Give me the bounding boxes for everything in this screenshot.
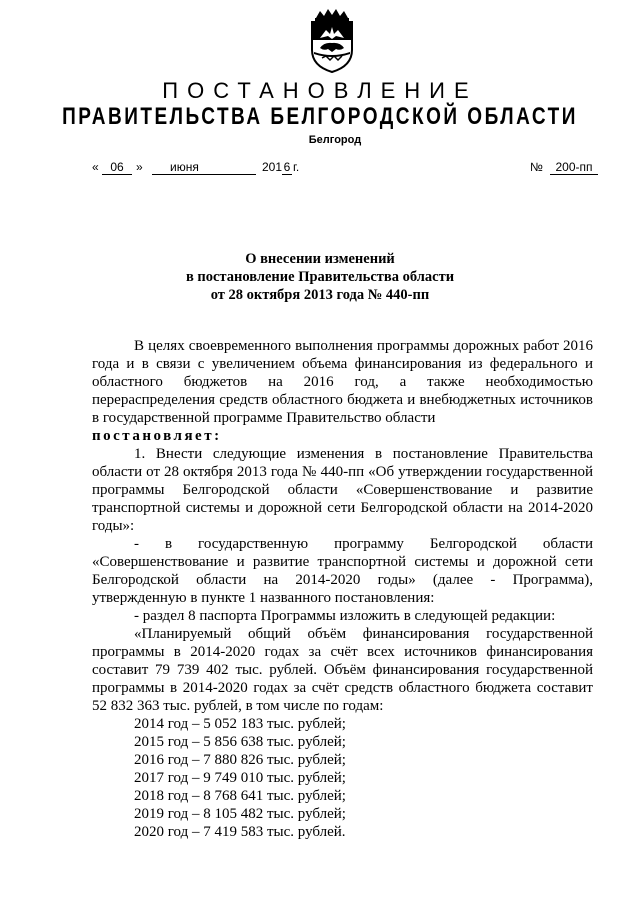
- date-close-quote: »: [136, 160, 143, 174]
- list-item: 2018 год – 8 768 641 тыс. рублей;: [134, 788, 346, 804]
- list-item: 2015 год – 5 856 638 тыс. рублей;: [134, 734, 346, 750]
- paragraph-program: - в государственную программу Белгородской области «Совершенствование и развитие транспортной системы и дорожной сети Белгородской области на 2014-2020 годы» (далее - Программа), утвержденную в пункте 1 названного постановления:: [92, 536, 593, 606]
- date-year-prefix: 201: [262, 160, 283, 174]
- date-year-suffix: 6: [283, 160, 291, 174]
- date-month: июня: [152, 160, 256, 175]
- document-title: ПОСТАНОВЛЕНИЕ: [162, 78, 478, 103]
- heading-line-2: в постановление Правительства области: [185, 269, 455, 285]
- date-year-end: г.: [293, 160, 300, 174]
- paragraph-item-1: 1. Внести следующие изменения в постановление Правительства области от 28 октября 2013 года № 440-пп «Об утверждении государственной программы Белгородской области «Совершенствование и развитие транспортной системы и дорожной сети Белгородской области на 2014-2020 годы»:: [92, 446, 593, 534]
- list-item: 2019 год – 8 105 482 тыс. рублей;: [134, 806, 346, 822]
- list-item: 2017 год – 9 749 010 тыс. рублей;: [134, 770, 346, 786]
- city-name: Белгород: [308, 134, 362, 146]
- paragraph-preamble: В целях своевременного выполнения программы дорожных работ 2016 года и в связи с увеличением объема финансирования из федерального и областного бюджетов на 2016 год, а также необходимостью перераспределения средств областного бюджета и внебюджетных источников в государственной программе Правительство области: [92, 338, 593, 426]
- paragraph-financing: «Планируемый общий объём финансирования государственной программы в 2014-2020 годах за счёт всех источников финансирования составит 79 739 402 тыс. рублей. Объём финансирования государственной программы в 2014-2020 годах за счёт средств областного бюджета составит 52 832 363 тыс. рублей, в том числе по годам:: [92, 626, 593, 714]
- date-open-quote: «: [92, 160, 99, 174]
- resolves-word: постановляет:: [92, 428, 222, 444]
- date-day: 06: [102, 160, 132, 175]
- list-item: 2020 год – 7 419 583 тыс. рублей.: [134, 824, 346, 840]
- belgorod-coat-of-arms-icon: [302, 8, 362, 74]
- document-heading: [0, 250, 640, 304]
- yearly-amounts-list: [92, 715, 593, 841]
- document-number: 200-пп: [550, 160, 598, 175]
- heading-line-3: от 28 октября 2013 года № 440-пп: [210, 287, 430, 303]
- document-body: [92, 337, 593, 841]
- list-item: 2016 год – 7 880 826 тыс. рублей;: [134, 752, 346, 768]
- number-label: №: [530, 160, 543, 174]
- heading-line-1: О внесении изменений: [245, 251, 395, 267]
- paragraph-section-8: - раздел 8 паспорта Программы изложить в следующей редакции:: [134, 608, 556, 624]
- list-item: 2014 год – 5 052 183 тыс. рублей;: [134, 716, 346, 732]
- government-name: ПРАВИТЕЛЬСТВА БЕЛГОРОДСКОЙ ОБЛАСТИ: [62, 104, 578, 131]
